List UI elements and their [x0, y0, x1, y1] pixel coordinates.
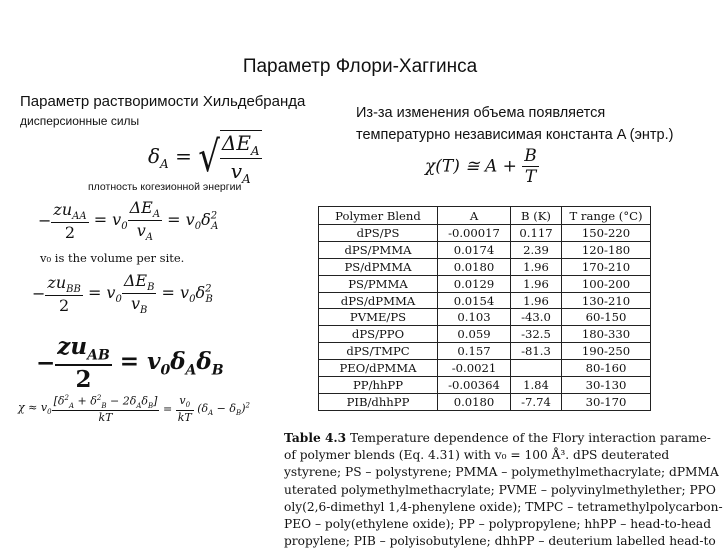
cell-a: 0.0174 — [438, 241, 511, 258]
table-row — [319, 309, 651, 326]
flory-parameter-table — [318, 206, 651, 411]
header-polymer-blend: Polymer Blend — [319, 207, 438, 225]
cell-a: 0.0180 — [438, 258, 511, 275]
cell-b: 2.39 — [511, 241, 562, 258]
cell-t-range: 80-160 — [562, 360, 651, 377]
table-row — [319, 393, 651, 410]
cell-b: 1.96 — [511, 275, 562, 292]
cell-blend: dPS/TMPC — [319, 343, 438, 360]
cell-blend: PS/PMMA — [319, 275, 438, 292]
table-row — [319, 258, 651, 275]
table-row — [319, 343, 651, 360]
cell-blend: PP/hhPP — [319, 377, 438, 394]
right-text-line-1: Из-за изменения объема появляется — [356, 105, 606, 121]
right-text-line-2: температурно независимая константа A (энтр.) — [356, 127, 674, 143]
table-caption — [284, 430, 723, 549]
formula-aa: − $\frac{zu_{AA}}{2}$ = $v_0$ $\frac{\Delta E_A}{v_A}$ = $v_0\delta^2_A$ — [38, 198, 219, 244]
caption-line: propylene; PIB – polyisobutylene; dhhPP – deuterium labelled head-to — [284, 534, 716, 549]
cell-blend: dPS/PS — [319, 225, 438, 242]
cell-t-range: 60-150 — [562, 309, 651, 326]
cell-t-range: 190-250 — [562, 343, 651, 360]
table-row — [319, 241, 651, 258]
cell-b: -81.3 — [511, 343, 562, 360]
cell-blend: PS/dPMMA — [319, 258, 438, 275]
caption-line: PEO – poly(ethylene oxide); PP – polypropylene; hhPP – head-to-head — [284, 517, 711, 532]
volume-note: v₀ is the volume per site. — [40, 251, 185, 265]
right-explanation — [356, 102, 673, 146]
flory-table-wrapper — [318, 206, 651, 411]
cell-a: 0.0180 — [438, 393, 511, 410]
cell-t-range: 30-170 — [562, 393, 651, 410]
cell-t-range: 170-210 — [562, 258, 651, 275]
cell-b: -7.74 — [511, 393, 562, 410]
cell-a: 0.103 — [438, 309, 511, 326]
slide-title: Параметр Флори-Хаггинса — [242, 56, 478, 77]
header-a: A — [438, 207, 511, 225]
formula-chi-approx: $\chi \approx v_0$ $\frac{[\delta^2_A + \delta^2_B - 2\delta_A\delta_B]}{kT}$ = $\frac{v_0}{kT}$ $(\delta_A - \delta_B)^2$ — [18, 394, 250, 424]
cell-a: -0.00017 — [438, 225, 511, 242]
header-b: B (K) — [511, 207, 562, 225]
caption-line: oly(2,6-dimethyl 1,4-phenylene oxide); TMPC – tetramethylpolycarbon- — [284, 499, 723, 514]
formula-chi-t: χ(T) ≅ A + $\frac{B}{T}$ — [425, 146, 537, 187]
cell-t-range: 150-220 — [562, 225, 651, 242]
cell-b: 1.96 — [511, 292, 562, 309]
cell-a: -0.00364 — [438, 377, 511, 394]
cell-t-range: 100-200 — [562, 275, 651, 292]
cell-blend: dPS/PMMA — [319, 241, 438, 258]
table-row — [319, 326, 651, 343]
cell-t-range: 130-210 — [562, 292, 651, 309]
cell-a: 0.0154 — [438, 292, 511, 309]
formula-delta-a: $\delta_A$ = √ $\frac{\Delta E_A}{v_A}$ — [148, 131, 260, 186]
cell-b: 1.84 — [511, 377, 562, 394]
table-row — [319, 275, 651, 292]
table-header-row — [319, 207, 651, 225]
cell-a: 0.059 — [438, 326, 511, 343]
dispersion-subheading: дисперсионные силы — [20, 114, 140, 128]
caption-label: Table 4.3 — [284, 431, 347, 445]
caption-line: ystyrene; PS – polystyrene; PMMA – polymethylmethacrylate; dPMMA — [284, 465, 719, 480]
caption-line — [284, 430, 720, 447]
cell-t-range: 30-130 — [562, 377, 651, 394]
cell-b — [511, 360, 562, 377]
table-row — [319, 292, 651, 309]
cell-blend: PEO/dPMMA — [319, 360, 438, 377]
cell-b: 1.96 — [511, 258, 562, 275]
header-t-range: T range (°C) — [562, 207, 651, 225]
cell-a: -0.0021 — [438, 360, 511, 377]
table-row — [319, 225, 651, 242]
formula-ab: − $\frac{zu_{AB}}{2}$ = $v_0\delta_A\delta_B$ — [36, 333, 224, 393]
cohesive-energy-label: плотность когезионной энергии — [88, 181, 242, 193]
caption-line-text: Temperature dependence of the Flory interaction parame- — [350, 431, 711, 445]
cell-b: -32.5 — [511, 326, 562, 343]
caption-line: uterated polymethylmethacrylate; PVME – polyvinylmethylether; PPO — [284, 482, 716, 497]
table-row — [319, 377, 651, 394]
cell-blend: dPS/dPMMA — [319, 292, 438, 309]
cell-b: 0.117 — [511, 225, 562, 242]
hildebrand-heading: Параметр растворимости Хильдебранда — [20, 93, 306, 110]
caption-line: of polymer blends (Eq. 4.31) with v₀ = 100 Å³. dPS deuterated — [284, 448, 670, 463]
cell-t-range: 120-180 — [562, 241, 651, 258]
table-row — [319, 360, 651, 377]
cell-b: -43.0 — [511, 309, 562, 326]
cell-blend: dPS/PPO — [319, 326, 438, 343]
cell-a: 0.157 — [438, 343, 511, 360]
formula-bb: − $\frac{zu_{BB}}{2}$ = $v_0$ $\frac{\Delta E_B}{v_B}$ = $v_0\delta^2_B$ — [32, 271, 213, 317]
cell-a: 0.0129 — [438, 275, 511, 292]
cell-blend: PIB/dhhPP — [319, 393, 438, 410]
cell-blend: PVME/PS — [319, 309, 438, 326]
cell-t-range: 180-330 — [562, 326, 651, 343]
